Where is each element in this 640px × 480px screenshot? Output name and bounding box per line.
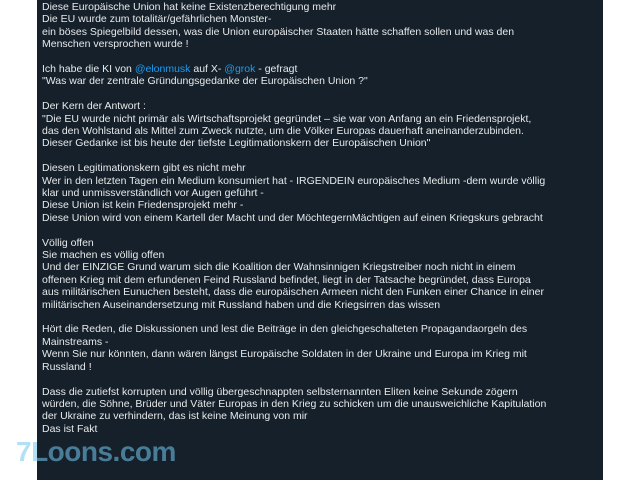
text-line-with-mentions: Ich habe die KI von @elonmusk auf X- @grok - gefragt	[42, 63, 298, 76]
post-text	[37, 0, 603, 435]
paragraph-6	[42, 323, 603, 373]
text-line: Dieser Gedanke ist bis heute der tiefste Legitimationskern der Europäischen Union"	[42, 137, 431, 150]
text-line: würden, die Söhne, Brüder und Väter Europas in den Krieg zu schicken um die unausweichliche Kapitulation	[42, 397, 547, 410]
text-line: der Ukraine zu verhindern, das ist keine Meinung von mir	[42, 410, 308, 423]
text-line: Wer in den letzten Tagen ein Medium konsumiert hat - IRGENDEIN europäisches Medium -dem wurde völlig	[42, 174, 546, 187]
text-line: Völlig offen	[42, 236, 94, 249]
text-line: Hört die Reden, die Diskussionen und lest die Beiträge in den gleichgeschalteten Propagandaorgeln des	[42, 323, 528, 336]
text-line: Sie machen es völlig offen	[42, 249, 165, 262]
paragraph-7	[42, 386, 603, 436]
mention-link-grok[interactable]: @grok	[224, 63, 256, 76]
text-line: Dass die zutiefst korrupten und völlig übergeschnappten selbsternannten Eliten keine Sekunde zögern	[42, 385, 518, 398]
text-line: offenen Krieg mit dem erfundenen Feind Russland befindet, liegt in der Tatsache begründet, dass Europa	[42, 273, 531, 286]
text-line: Die EU wurde zum totalitär/gefährlichen Monster-	[42, 13, 272, 26]
paragraph-5	[42, 237, 603, 311]
paragraph-4	[42, 162, 603, 224]
text-line: Diesen Legitimationskern gibt es nicht mehr	[42, 162, 246, 175]
text-line: Diese Europäische Union hat keine Existenzberechtigung mehr	[42, 1, 337, 13]
text-line: Wenn Sie nur könnten, dann wären längst Europäische Soldaten in der Ukraine und Europa im Krieg mit	[42, 348, 527, 361]
text-line: "Was war der zentrale Gründungsgedanke der Europäischen Union ?"	[42, 75, 368, 88]
paragraph-1	[42, 1, 603, 51]
text-line: aus militärischen Eunuchen besteht, dass die europäischen Armeen nicht den Funken einer Chance in einer	[42, 286, 544, 299]
text-line: klar und unmissverständlich vor Augen geführt -	[42, 187, 264, 200]
text-line: Menschen versprochen wurde !	[42, 38, 189, 51]
text-line: Und der EINZIGE Grund warum sich die Koalition der Wahnsinnigen Kriegstreiber noch nicht in einem	[42, 261, 516, 274]
text-line: ein böses Spiegelbild dessen, was die Union europäischer Staaten hätte schaffen sollen und was den	[42, 25, 515, 38]
paragraph-3	[42, 100, 603, 150]
text-line: Diese Union wird von einem Kartell der Macht und der MöchtegernMächtigen auf einen Kriegskurs gebracht	[42, 211, 543, 224]
site-watermark: 7Loons.com	[16, 436, 176, 467]
text-line: das den Wohlstand als Mittel zum Zweck nutzte, um die Völker Europas dauerhaft aneinanderzubinden.	[42, 125, 524, 138]
text-line: Russland !	[42, 360, 92, 373]
text-line: Das ist Fakt	[42, 422, 98, 435]
text-line: Der Kern der Antwort :	[42, 100, 146, 113]
text-line: "Die EU wurde nicht primär als Wirtschaftsprojekt gegründet – sie war von Anfang an ein Friedensprojekt,	[42, 112, 532, 125]
mention-link-elonmusk[interactable]: @elonmusk	[134, 63, 191, 76]
text-line: Diese Union ist kein Friedensprojekt mehr -	[42, 199, 244, 212]
text-line: militärischen Auseinandersetzung mit Russland haben und die Kriegsirren das wissen	[42, 298, 441, 311]
paragraph-2	[42, 63, 603, 88]
post-card	[37, 0, 603, 480]
text-line: Mainstreams -	[42, 335, 109, 348]
